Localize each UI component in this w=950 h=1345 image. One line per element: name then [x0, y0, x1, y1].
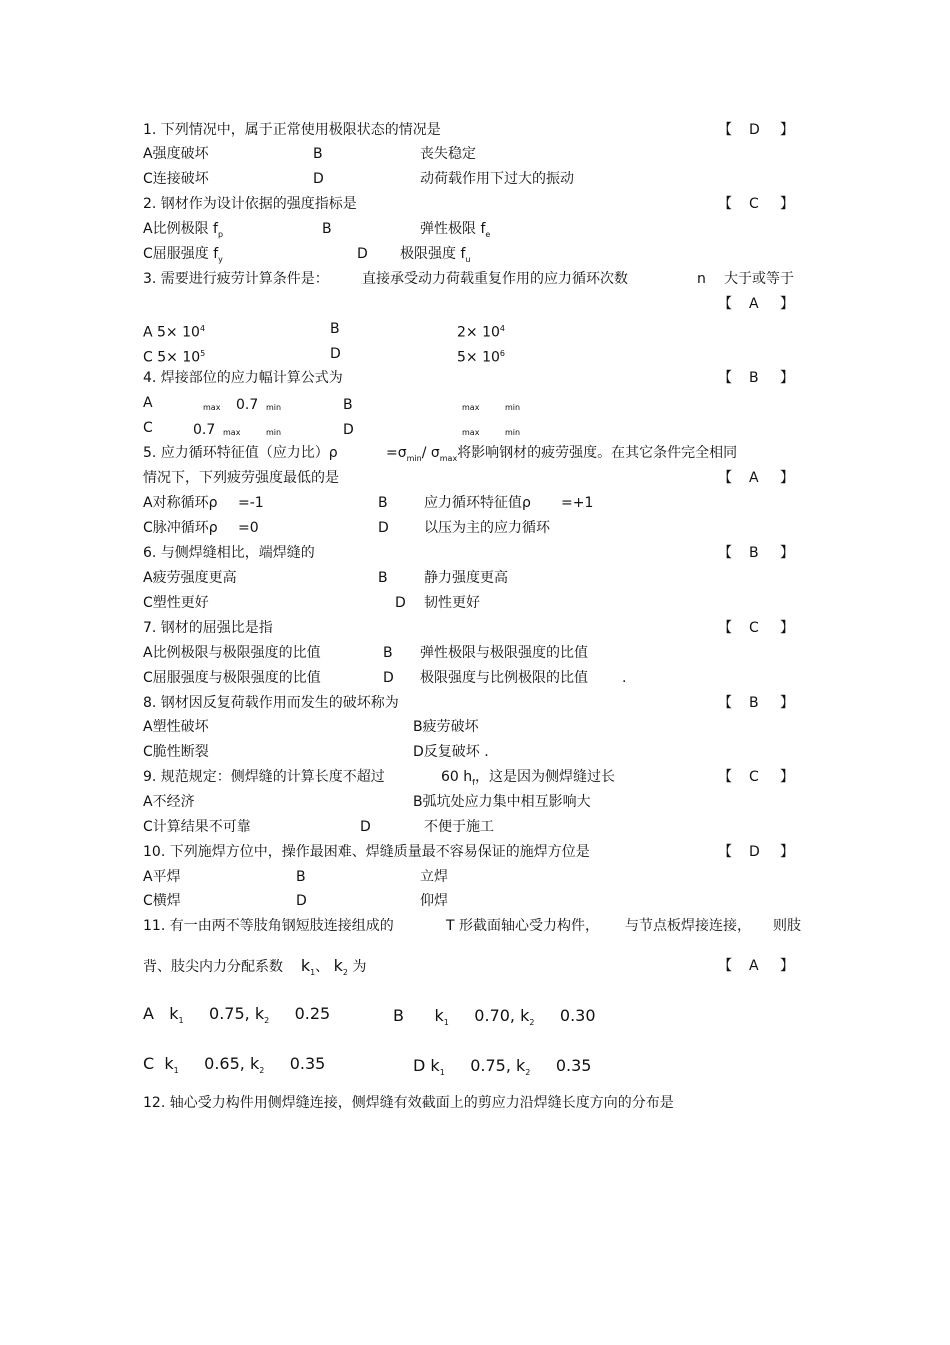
q5-stem-2: $=\sigma_{min}/$ $\sigma_{max}$将影响钢材的疲劳强度。在其它条件完全相同 [386, 445, 738, 463]
q10-option-b: 立焊 [420, 869, 448, 885]
q3-option-d: $5\times 10^6$ [457, 349, 505, 366]
q7-option-c: C屈服强度与极限强度的比值 [143, 670, 321, 686]
q1-option-b: 丧失稳定 [420, 146, 476, 162]
q11-stem-4: 则肢 [773, 918, 801, 934]
q2-option-b: 弹性极限 $f_e$ [420, 221, 491, 239]
q3-stem-4: 大于或等于 [724, 271, 794, 287]
q3-option-b-letter: B [330, 321, 340, 337]
q9-option-c: C计算结果不可靠 [143, 819, 251, 835]
q11-stem-3: 与节点板焊接连接， [625, 918, 751, 934]
q4-option-a-coef: 0.7 [236, 397, 259, 413]
q2-option-c: C屈服强度 $f_y$ [143, 246, 223, 264]
q10-option-d-letter: D [296, 893, 307, 909]
q4-option-a-min: min [266, 403, 282, 412]
q1-option-a: A强度破坏 [143, 146, 209, 162]
q5-option-b-letter: B [378, 495, 388, 511]
q1-option-d: 动荷载作用下过大的振动 [420, 171, 574, 187]
q2-option-d: 极限强度 $f_u$ [400, 246, 471, 264]
q11-option-b: B $k_1$ 0.70, $k_2$ 0.30 [393, 1006, 596, 1028]
q12-stem: 12. 轴心受力构件用侧焊缝连接，侧焊缝有效截面上的剪应力沿焊缝长度方向的分布是 [143, 1095, 674, 1111]
q10-option-b-letter: B [296, 869, 306, 885]
q10-option-c: C横焊 [143, 893, 181, 909]
q11-option-a: A $k_1$ 0.75, $k_2$ 0.25 [143, 1004, 331, 1026]
q8-option-d: D反复破坏 . [413, 744, 489, 760]
q6-option-d-letter: D [395, 595, 406, 611]
q7-option-b-letter: B [383, 645, 393, 661]
q4-option-d-letter: D [343, 422, 354, 438]
q4-option-c-coef: 0.7 [193, 422, 216, 438]
q8-option-b: B疲劳破坏 [413, 719, 479, 735]
q11-stem-1: 11. 有一由两不等肢角钢短肢连接组成的 [143, 918, 394, 934]
q4-option-b-max: max [462, 403, 480, 412]
q6-option-b-letter: B [378, 570, 388, 586]
q9-stem-1: 9. 规范规定：侧焊缝的计算长度不超过 [143, 769, 385, 785]
q10-option-a: A平焊 [143, 869, 181, 885]
q4-option-c-letter: C [143, 420, 153, 436]
q4-option-b-min: min [505, 403, 521, 412]
q1-option-d-letter: D [313, 171, 324, 187]
q3-option-c: C $5\times 10^5$ [143, 349, 206, 366]
q7-option-d-end: . [622, 670, 627, 686]
q6-option-b: 静力强度更高 [424, 570, 508, 586]
q2-option-a: A比例极限 $f_p$ [143, 221, 224, 239]
q10-option-d: 仰焊 [420, 893, 448, 909]
q4-option-d-max: max [462, 428, 480, 437]
q5-option-d-letter: D [378, 520, 389, 536]
q8-option-a: A塑性破坏 [143, 719, 209, 735]
q9-option-b: B弧坑处应力集中相互影响大 [413, 794, 591, 810]
q2-option-d-letter: D [357, 246, 368, 262]
q5-option-c-value: =0 [238, 520, 259, 536]
q3-option-d-letter: D [330, 346, 341, 362]
q6-option-c: C塑性更好 [143, 595, 209, 611]
q6-stem: 6. 与侧焊缝相比，端焊缝的 [143, 545, 315, 561]
q1-option-b-letter: B [313, 146, 323, 162]
q11-stem-5: 背、肢尖内力分配系数 $k_1$、 $k_2$ 为 [143, 956, 367, 977]
q4-option-c-max: max [223, 428, 241, 437]
q9-stem-2: 60 $h_f$，这是因为侧焊缝过长 [441, 769, 615, 787]
q11-option-c: C $k_1$ 0.65, $k_2$ 0.35 [143, 1054, 326, 1076]
q4-option-a-max: max [203, 403, 221, 412]
q5-option-a: A对称循环ρ [143, 495, 218, 511]
q5-stem-1: 5. 应力循环特征值（应力比）ρ [143, 445, 338, 461]
q5-option-b-value: =+1 [561, 495, 594, 511]
q1-stem: 1. 下列情况中，属于正常使用极限状态的情况是 [143, 122, 441, 138]
q5-option-d: 以压为主的应力循环 [424, 520, 550, 536]
q7-option-b: 弹性极限与极限强度的比值 [420, 645, 588, 661]
q6-option-d: 韧性更好 [424, 595, 480, 611]
q4-stem: 4. 焊接部位的应力幅计算公式为 [143, 370, 343, 386]
q4-option-d-min: min [505, 428, 521, 437]
q9-option-a: A不经济 [143, 794, 195, 810]
q7-option-a: A比例极限与极限强度的比值 [143, 645, 321, 661]
q8-stem: 8. 钢材因反复荷载作用而发生的破坏称为 [143, 695, 399, 711]
q11-option-d: D $k_1$ 0.75, $k_2$ 0.35 [413, 1056, 592, 1078]
q4-option-b-letter: B [343, 397, 353, 413]
q2-option-b-letter: B [322, 221, 332, 237]
q5-option-c: C脉冲循环ρ [143, 520, 218, 536]
q7-option-d: 极限强度与比例极限的比值 [420, 670, 588, 686]
q4-option-a-letter: A [143, 395, 153, 411]
q5-option-b: 应力循环特征值ρ [424, 495, 531, 511]
q2-stem: 2. 钢材作为设计依据的强度指标是 [143, 196, 357, 212]
q9-option-d-letter: D [360, 819, 371, 835]
q5-option-a-value: =-1 [238, 495, 264, 511]
q1-option-c: C连接破坏 [143, 171, 209, 187]
q9-option-d: 不便于施工 [424, 819, 494, 835]
q8-option-c: C脆性断裂 [143, 744, 209, 760]
q11-stem-2: T 形截面轴心受力构件， [446, 918, 600, 934]
q3-option-a: A $5\times 10^4$ [143, 324, 206, 341]
q3-option-b: $2\times 10^4$ [457, 324, 505, 341]
q4-option-c-min: min [266, 428, 282, 437]
q7-stem: 7. 钢材的屈强比是指 [143, 620, 273, 636]
q5-stem-5: 情况下，下列疲劳强度最低的是 [143, 470, 339, 486]
q3-stem-1: 3. 需要进行疲劳计算条件是： [143, 271, 329, 287]
q10-stem: 10. 下列施焊方位中，操作最困难、焊缝质量最不容易保证的施焊方位是 [143, 844, 590, 860]
q3-stem-2: 直接承受动力荷载重复作用的应力循环次数 [362, 271, 628, 287]
q7-option-d-letter: D [383, 670, 394, 686]
q3-stem-3: n [697, 271, 706, 287]
q6-option-a: A疲劳强度更高 [143, 570, 237, 586]
